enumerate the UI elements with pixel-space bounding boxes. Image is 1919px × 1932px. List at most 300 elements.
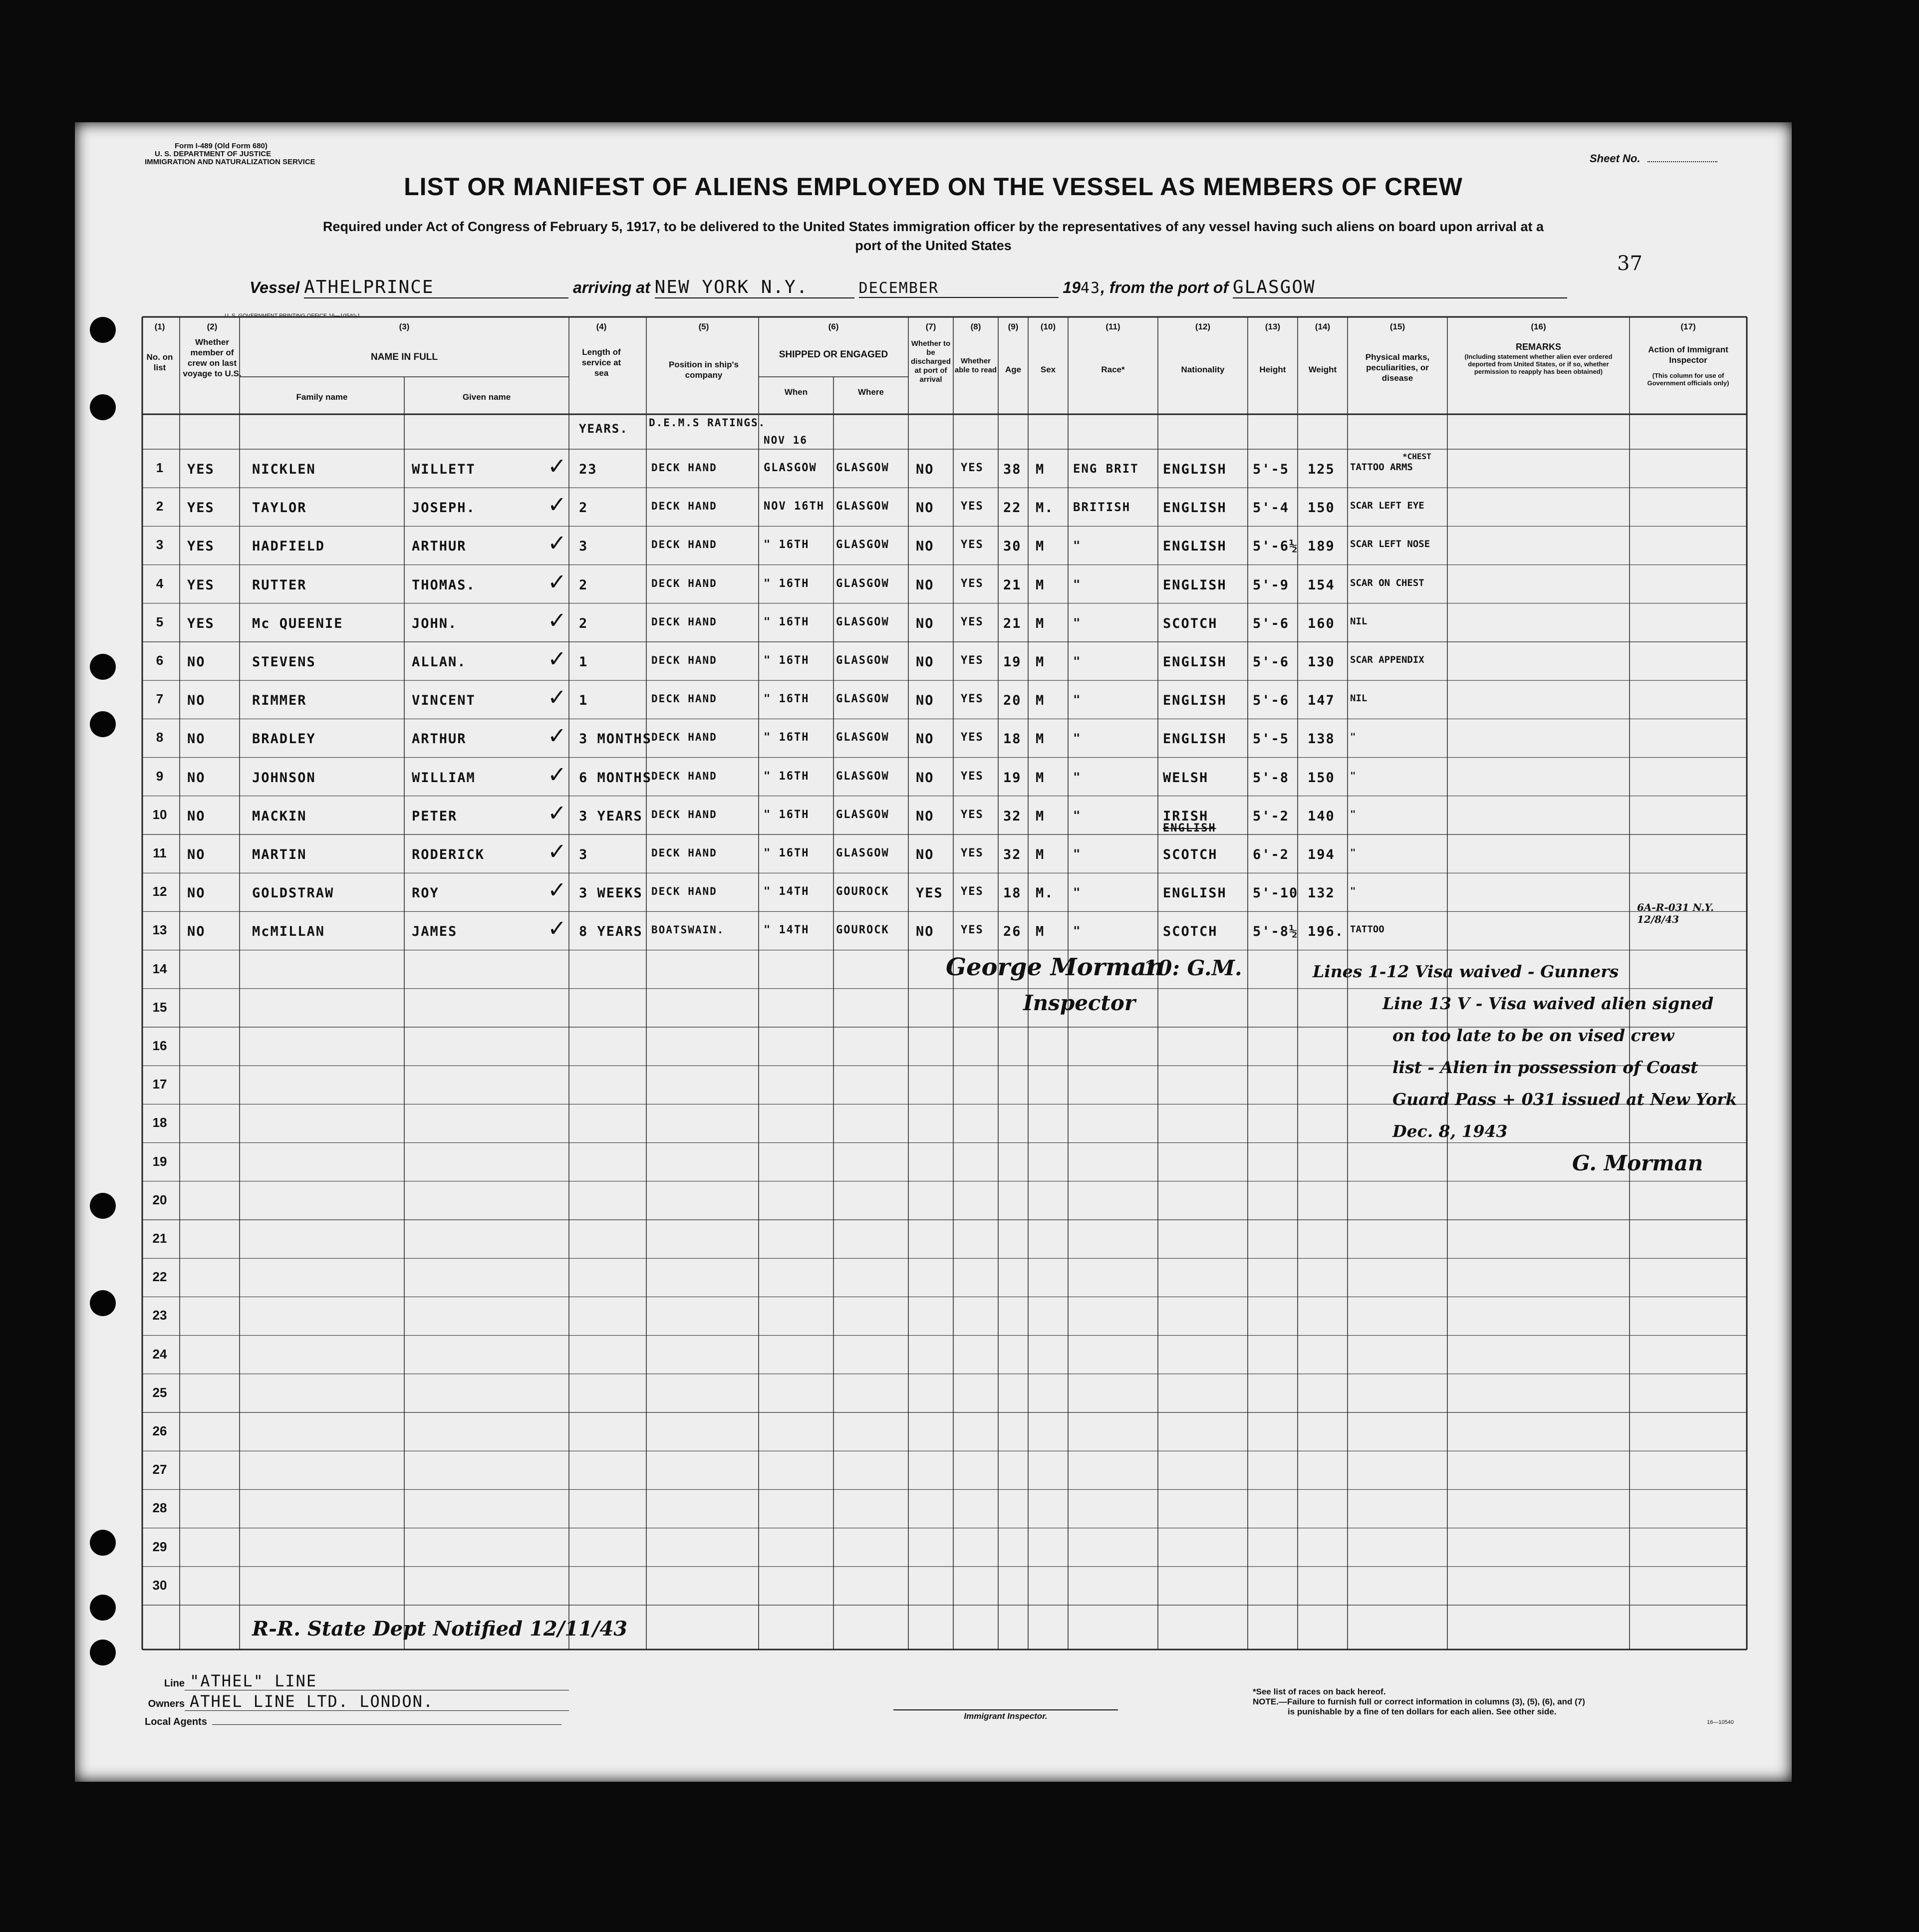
crew-weight: 160 bbox=[1308, 615, 1335, 631]
col-label-position: Position in ship's company bbox=[668, 360, 739, 380]
manifest-sheet bbox=[75, 122, 1792, 1782]
row-number: 8 bbox=[156, 730, 164, 745]
crew-prev-voyage: YES bbox=[187, 539, 215, 554]
remarks-line: on too late to be on vised crew bbox=[1392, 1026, 1674, 1045]
printing-office-note: U. S. GOVERNMENT PRINTING OFFICE 16—10540-1 bbox=[225, 313, 360, 319]
crew-race: " bbox=[1073, 731, 1082, 746]
owners-label: Owners bbox=[148, 1698, 185, 1709]
crew-race: " bbox=[1073, 693, 1082, 707]
crew-weight: 196. bbox=[1308, 924, 1345, 940]
vessel-name: ATHELPRINCE bbox=[304, 277, 568, 298]
col-label-family-name: Family name bbox=[296, 392, 348, 402]
row-number: 28 bbox=[152, 1500, 167, 1516]
crew-discharged: NO bbox=[916, 462, 934, 477]
row-number: 25 bbox=[152, 1384, 167, 1400]
crew-can-read: YES bbox=[961, 615, 984, 628]
crew-shipped-when: " 14TH bbox=[764, 924, 810, 937]
crew-nationality: ENGLISH bbox=[1163, 462, 1227, 477]
crew-physical-marks: TATTOO ARMS bbox=[1350, 462, 1413, 473]
crew-position: DECK HAND bbox=[651, 770, 717, 782]
crew-given-name: THOMAS. bbox=[412, 577, 476, 593]
crew-sex: M bbox=[1036, 924, 1045, 940]
crew-height: 5'-2 bbox=[1253, 808, 1290, 824]
col-num-4: (4) bbox=[596, 322, 607, 331]
crew-nationality-struck: ENGLISH bbox=[1163, 822, 1216, 834]
crew-prev-voyage: NO bbox=[187, 731, 206, 747]
penalty-note-1: NOTE.—Failure to furnish full or correct information in columns (3), (5), (6), and (7) bbox=[1253, 1697, 1585, 1706]
year-prefix: 19 bbox=[1063, 278, 1081, 296]
crew-family-name: GOLDSTRAW bbox=[252, 885, 334, 901]
col-label-service: Length of service at sea bbox=[581, 347, 621, 378]
crew-can-read: YES bbox=[961, 462, 984, 474]
row-number: 12 bbox=[152, 884, 167, 899]
crew-check-mark: ✓ bbox=[549, 566, 566, 596]
pre-row-when: NOV 16 bbox=[764, 434, 808, 446]
remarks-line: list - Alien in possession of Coast bbox=[1392, 1058, 1698, 1077]
crew-family-name: McMILLAN bbox=[252, 924, 325, 940]
crew-given-name: PETER bbox=[412, 808, 458, 824]
crew-check-mark: ✓ bbox=[549, 759, 566, 789]
row-number: 21 bbox=[152, 1231, 167, 1246]
form-number: Form I-489 (Old Form 680) bbox=[175, 142, 268, 150]
inspector-signature: George Morman bbox=[946, 953, 1164, 981]
state-dept-note: R-R. State Dept Notified 12/11/43 bbox=[252, 1617, 628, 1641]
crew-position: DECK HAND bbox=[651, 731, 717, 744]
crew-given-name: WILLIAM bbox=[412, 770, 476, 786]
crew-shipped-when: NOV 16TH bbox=[764, 500, 824, 513]
penalty-note-2: is punishable by a fine of ten dollars for each alien. See other side. bbox=[1288, 1707, 1557, 1716]
line-label: Line bbox=[164, 1678, 185, 1689]
departure-port: GLASGOW bbox=[1233, 277, 1567, 298]
crew-can-read: YES bbox=[961, 885, 984, 898]
crew-nationality: ENGLISH bbox=[1163, 654, 1227, 670]
col-num-6: (6) bbox=[828, 322, 839, 331]
col-label-read: Whether able to read bbox=[954, 357, 997, 374]
crew-race: " bbox=[1073, 808, 1082, 823]
row-number: 6 bbox=[156, 653, 164, 668]
crew-shipped-when: " 16TH bbox=[764, 808, 810, 821]
footer-fields bbox=[145, 1672, 569, 1731]
crew-height: 5'-6 bbox=[1253, 615, 1290, 631]
crew-position: BOATSWAIN. bbox=[651, 924, 725, 936]
col-num-5: (5) bbox=[698, 322, 709, 331]
crew-given-name: WILLETT bbox=[412, 462, 476, 477]
crew-weight: 194 bbox=[1308, 847, 1335, 862]
crew-discharged: NO bbox=[916, 924, 934, 940]
crew-shipped-when: " 16TH bbox=[764, 693, 810, 706]
crew-position: DECK HAND bbox=[651, 539, 717, 551]
crew-shipped-when: " 16TH bbox=[764, 654, 810, 667]
col-num-12: (12) bbox=[1195, 322, 1211, 331]
crew-weight: 150 bbox=[1308, 500, 1335, 516]
row-number: 18 bbox=[152, 1115, 167, 1130]
crew-discharged: YES bbox=[916, 885, 943, 901]
crew-family-name: STEVENS bbox=[252, 654, 316, 670]
crew-family-name: JOHNSON bbox=[252, 770, 316, 786]
owners-value: ATHEL LINE LTD. LONDON. bbox=[185, 1692, 569, 1711]
remarks-line: Lines 1-12 Visa waived - Gunners bbox=[1313, 962, 1619, 981]
crew-can-read: YES bbox=[961, 539, 984, 552]
crew-shipped-when: " 16TH bbox=[764, 731, 810, 744]
crew-physical-marks: " bbox=[1350, 770, 1356, 781]
crew-sex: M bbox=[1036, 462, 1045, 477]
col-label-prev-voyage: Whether member of crew on last voyage to U.S. bbox=[183, 337, 242, 378]
crew-discharged: NO bbox=[916, 808, 934, 824]
row-number: 29 bbox=[152, 1539, 167, 1554]
crew-given-name: RODERICK bbox=[412, 847, 485, 862]
crew-race: " bbox=[1073, 885, 1082, 900]
crew-given-name: JAMES bbox=[412, 924, 458, 940]
crew-height: 5'-5 bbox=[1253, 731, 1290, 747]
row-number: 3 bbox=[156, 537, 164, 552]
crew-shipped-when: " 14TH bbox=[764, 885, 810, 898]
crew-physical-marks: SCAR ON CHEST bbox=[1350, 577, 1424, 588]
col-note-remarks: (Including statement whether alien ever ordered deported from United States, or if so, whether permission to reapply has been obtained) bbox=[1464, 353, 1613, 375]
crew-nationality: ENGLISH bbox=[1163, 539, 1227, 554]
form-code: 16—10540 bbox=[1707, 1719, 1734, 1725]
row-number: 14 bbox=[152, 961, 167, 976]
col-num-15: (15) bbox=[1389, 322, 1405, 331]
crew-shipped-when: " 16TH bbox=[764, 539, 810, 552]
immigrant-inspector-line: Immigrant Inspector. bbox=[893, 1709, 1118, 1721]
crew-race: BRITISH bbox=[1073, 500, 1131, 515]
crew-height: 5'-8 bbox=[1253, 770, 1290, 786]
form-title: LIST OR MANIFEST OF ALIENS EMPLOYED ON THE VESSEL AS MEMBERS OF CREW bbox=[404, 173, 1463, 201]
crew-check-mark: ✓ bbox=[549, 451, 566, 481]
year-suffix: 43 bbox=[1081, 279, 1101, 297]
crew-sex: M bbox=[1036, 577, 1045, 593]
col-label-sex: Sex bbox=[1040, 365, 1056, 374]
local-agents-label: Local Agents bbox=[145, 1716, 207, 1727]
crew-shipped-where: GLASGOW bbox=[836, 539, 889, 552]
crew-age: 18 bbox=[1003, 731, 1022, 747]
crew-sex: M bbox=[1036, 654, 1045, 670]
crew-sex: M. bbox=[1036, 885, 1054, 901]
crew-family-name: BRADLEY bbox=[252, 731, 316, 747]
col-label-name: NAME IN FULL bbox=[370, 352, 438, 362]
crew-physical-marks-extra: *CHEST bbox=[1402, 452, 1431, 461]
crew-check-mark: ✓ bbox=[549, 836, 566, 866]
crew-race: " bbox=[1073, 924, 1082, 938]
row-number: 5 bbox=[156, 614, 164, 629]
crew-discharged: NO bbox=[916, 731, 934, 747]
crew-weight: 189 bbox=[1308, 539, 1335, 554]
crew-height: 5'-8½ bbox=[1253, 924, 1299, 940]
crew-check-mark: ✓ bbox=[549, 797, 566, 828]
crew-service-length: 2 bbox=[579, 615, 588, 631]
row-number: 1 bbox=[156, 460, 164, 475]
row-number: 2 bbox=[156, 499, 164, 514]
arriving-label: arriving at bbox=[573, 278, 650, 296]
crew-position: DECK HAND bbox=[651, 577, 717, 589]
crew-check-mark: ✓ bbox=[549, 720, 566, 751]
row-number: 26 bbox=[152, 1423, 167, 1438]
crew-check-mark: ✓ bbox=[549, 489, 566, 520]
row-number: 9 bbox=[156, 768, 164, 784]
col-num-7: (7) bbox=[925, 322, 936, 331]
crew-prev-voyage: NO bbox=[187, 924, 206, 940]
col-num-1: (1) bbox=[154, 322, 165, 331]
crew-position: DECK HAND bbox=[651, 693, 717, 705]
crew-shipped-where: GLASGOW bbox=[836, 731, 889, 744]
crew-can-read: YES bbox=[961, 924, 984, 937]
row-number: 20 bbox=[152, 1192, 167, 1207]
col-label-weight: Weight bbox=[1308, 365, 1337, 374]
crew-physical-marks: " bbox=[1350, 808, 1356, 820]
col-num-14: (14) bbox=[1315, 322, 1331, 331]
row-number: 7 bbox=[156, 691, 164, 707]
crew-height: 5'-5 bbox=[1253, 462, 1290, 477]
crew-weight: 132 bbox=[1308, 885, 1335, 901]
col-label-age: Age bbox=[1005, 365, 1022, 374]
crew-physical-marks: TATTOO bbox=[1350, 924, 1384, 935]
crew-service-length: 2 bbox=[579, 500, 588, 516]
crew-prev-voyage: NO bbox=[187, 885, 206, 901]
crew-shipped-where: GLASGOW bbox=[836, 808, 889, 821]
crew-given-name: ARTHUR bbox=[412, 539, 467, 554]
row-number: 11 bbox=[153, 845, 167, 860]
crew-position: DECK HAND bbox=[651, 500, 717, 513]
crew-family-name: MARTIN bbox=[252, 847, 307, 862]
crew-race: " bbox=[1073, 770, 1082, 784]
crew-family-name: RUTTER bbox=[252, 577, 307, 593]
crew-race: " bbox=[1073, 847, 1082, 861]
vessel-label: Vessel bbox=[250, 278, 300, 296]
crew-check-mark: ✓ bbox=[549, 528, 566, 558]
crew-age: 19 bbox=[1003, 654, 1022, 670]
crew-shipped-where: GLASGOW bbox=[836, 615, 889, 628]
crew-prev-voyage: YES bbox=[187, 615, 215, 631]
crew-race: ENG BRIT bbox=[1073, 462, 1139, 476]
crew-weight: 138 bbox=[1308, 731, 1335, 747]
inspector-time: 10: G.M. bbox=[1143, 956, 1242, 980]
crew-service-length: 3 bbox=[579, 539, 588, 554]
crew-shipped-when: GLASGOW bbox=[764, 462, 817, 474]
pre-row-position: D.E.M.S RATINGS. bbox=[649, 417, 766, 429]
crew-can-read: YES bbox=[961, 770, 984, 783]
crew-shipped-where: GOUROCK bbox=[836, 885, 889, 898]
crew-physical-marks: " bbox=[1350, 885, 1356, 897]
remarks-line: Guard Pass + 031 issued at New York bbox=[1392, 1090, 1737, 1109]
crew-service-length: 3 YEARS bbox=[579, 808, 643, 824]
crew-physical-marks: NIL bbox=[1350, 615, 1368, 627]
crew-shipped-when: " 16TH bbox=[764, 770, 810, 783]
col-label-height: Height bbox=[1259, 365, 1286, 374]
crew-nationality: IRISH bbox=[1163, 808, 1209, 824]
races-note: *See list of races on back hereof. bbox=[1253, 1687, 1386, 1696]
row-number: 27 bbox=[152, 1462, 167, 1477]
crew-nationality: ENGLISH bbox=[1163, 577, 1227, 593]
crew-discharged: NO bbox=[916, 577, 934, 593]
crew-given-name: JOSEPH. bbox=[412, 500, 476, 516]
arrival-port: NEW YORK N.Y. bbox=[655, 277, 854, 298]
row-number: 10 bbox=[152, 807, 167, 822]
col-label-discharged: Whether to be discharged at port of arrival bbox=[910, 339, 951, 384]
crew-prev-voyage: NO bbox=[187, 693, 206, 709]
crew-prev-voyage: NO bbox=[187, 654, 206, 670]
col-num-8: (8) bbox=[970, 322, 981, 331]
crew-nationality: SCOTCH bbox=[1163, 615, 1218, 631]
crew-nationality: ENGLISH bbox=[1163, 693, 1227, 709]
crew-sex: M bbox=[1036, 539, 1045, 554]
crew-given-name: ARTHUR bbox=[412, 731, 467, 747]
row-number: 15 bbox=[152, 999, 167, 1015]
crew-age: 22 bbox=[1003, 500, 1022, 516]
crew-shipped-when: " 16TH bbox=[764, 615, 810, 628]
col-num-16: (16) bbox=[1531, 322, 1546, 331]
crew-prev-voyage: YES bbox=[187, 462, 215, 477]
footer-notes bbox=[1253, 1687, 1585, 1717]
crew-family-name: MACKIN bbox=[252, 808, 307, 824]
col-label-given-name: Given name bbox=[462, 392, 511, 402]
col-label-when: When bbox=[784, 387, 808, 397]
crew-shipped-when: " 16TH bbox=[764, 847, 810, 859]
crew-prev-voyage: NO bbox=[187, 808, 206, 824]
crew-physical-marks: " bbox=[1350, 847, 1356, 858]
crew-family-name: TAYLOR bbox=[252, 500, 307, 516]
line-value: "ATHEL" LINE bbox=[185, 1672, 569, 1690]
crew-can-read: YES bbox=[961, 693, 984, 706]
crew-can-read: YES bbox=[961, 731, 984, 744]
crew-age: 30 bbox=[1003, 539, 1022, 554]
department-name: U. S. DEPARTMENT OF JUSTICE bbox=[155, 150, 272, 158]
crew-nationality: ENGLISH bbox=[1163, 885, 1227, 901]
col-label-race: Race* bbox=[1101, 365, 1125, 374]
crew-nationality: SCOTCH bbox=[1163, 847, 1218, 862]
crew-service-length: 23 bbox=[579, 462, 597, 477]
crew-sex: M bbox=[1036, 693, 1045, 709]
crew-nationality: ENGLISH bbox=[1163, 731, 1227, 747]
vessel-line: Vessel ATHELPRINCE arriving at NEW YORK N.Y. DECEMBER 1943, from the port of GLASGOW bbox=[250, 277, 1567, 298]
crew-service-length: 1 bbox=[579, 654, 588, 670]
crew-shipped-where: GLASGOW bbox=[836, 847, 889, 859]
crew-sex: M. bbox=[1036, 500, 1054, 516]
sheet-number-label: Sheet No. bbox=[1590, 152, 1641, 165]
crew-height: 5'-6 bbox=[1253, 654, 1290, 670]
crew-discharged: NO bbox=[916, 770, 934, 786]
crew-service-length: 6 MONTHS bbox=[579, 770, 652, 786]
crew-can-read: YES bbox=[961, 500, 984, 513]
crew-age: 32 bbox=[1003, 847, 1022, 862]
crew-prev-voyage: NO bbox=[187, 847, 206, 862]
crew-family-name: Mc QUEENIE bbox=[252, 615, 343, 631]
crew-age: 18 bbox=[1003, 885, 1022, 901]
from-port-label: from the port of bbox=[1109, 278, 1229, 296]
col-num-13: (13) bbox=[1265, 322, 1281, 331]
page-number: 37 bbox=[1617, 252, 1643, 275]
row-number: 4 bbox=[156, 575, 164, 591]
crew-shipped-where: GLASGOW bbox=[836, 770, 889, 783]
col-label-action: Action of Immigrant Inspector bbox=[1648, 345, 1728, 365]
crew-sex: M bbox=[1036, 847, 1045, 862]
crew-height: 5'-10 bbox=[1253, 885, 1299, 901]
pre-row-service: YEARS. bbox=[579, 422, 628, 436]
crew-position: DECK HAND bbox=[651, 615, 717, 628]
crew-can-read: YES bbox=[961, 847, 984, 859]
crew-service-length: 3 MONTHS bbox=[579, 731, 652, 747]
crew-discharged: NO bbox=[916, 615, 934, 631]
crew-family-name: RIMMER bbox=[252, 693, 307, 709]
col-label-no-on-list: No. on list bbox=[146, 352, 173, 372]
col-label-shipped: SHIPPED OR ENGAGED bbox=[779, 349, 888, 360]
crew-nationality: SCOTCH bbox=[1163, 924, 1218, 940]
crew-sex: M bbox=[1036, 808, 1045, 824]
crew-service-length: 8 YEARS bbox=[579, 924, 643, 940]
crew-family-name: NICKLEN bbox=[252, 462, 316, 477]
crew-given-name: JOHN. bbox=[412, 615, 458, 631]
crew-height: 5'-9 bbox=[1253, 577, 1290, 593]
col-label-remarks: REMARKS bbox=[1515, 342, 1561, 352]
crew-physical-marks: SCAR APPENDIX bbox=[1350, 654, 1424, 665]
col-label-nationality: Nationality bbox=[1181, 365, 1225, 374]
crew-race: " bbox=[1073, 615, 1082, 630]
row-number: 22 bbox=[152, 1269, 167, 1285]
crew-inspector-action: 6A-R-031 N.Y. 12/8/43 bbox=[1637, 901, 1714, 926]
crew-age: 21 bbox=[1003, 615, 1022, 631]
col-label-where: Where bbox=[858, 387, 884, 397]
crew-position: DECK HAND bbox=[651, 654, 717, 666]
col-num-3: (3) bbox=[399, 322, 410, 331]
crew-physical-marks: SCAR LEFT NOSE bbox=[1350, 539, 1430, 550]
row-number: 24 bbox=[152, 1346, 167, 1362]
crew-check-mark: ✓ bbox=[549, 913, 566, 943]
col-num-17: (17) bbox=[1680, 322, 1696, 331]
crew-discharged: NO bbox=[916, 693, 934, 709]
row-number: 23 bbox=[152, 1308, 167, 1323]
crew-nationality: WELSH bbox=[1163, 770, 1209, 786]
crew-weight: 125 bbox=[1308, 462, 1335, 477]
col-label-marks: Physical marks, peculiarities, or disease bbox=[1365, 352, 1430, 383]
crew-prev-voyage: NO bbox=[187, 770, 206, 786]
remarks-annotation bbox=[1313, 956, 1737, 1179]
subtitle-line-2: port of the United States bbox=[855, 238, 1012, 253]
row-number: 17 bbox=[152, 1077, 167, 1092]
row-number: 13 bbox=[152, 922, 167, 938]
crew-age: 26 bbox=[1003, 924, 1022, 940]
crew-service-length: 3 WEEKS bbox=[579, 885, 643, 901]
crew-shipped-where: GLASGOW bbox=[836, 462, 889, 474]
remarks-line: Line 13 V - Visa waived alien signed bbox=[1382, 994, 1714, 1013]
crew-discharged: NO bbox=[916, 654, 934, 670]
crew-height: 5'-6 bbox=[1253, 693, 1290, 709]
remarks-signature: G. Morman bbox=[1572, 1151, 1703, 1175]
crew-can-read: YES bbox=[961, 808, 984, 821]
col-note-action: (This column for use of Government officials only) bbox=[1647, 372, 1729, 387]
row-number: 30 bbox=[152, 1577, 167, 1593]
crew-height: 6'-2 bbox=[1253, 847, 1290, 862]
crew-given-name: ALLAN. bbox=[412, 654, 467, 670]
crew-family-name: HADFIELD bbox=[252, 539, 325, 554]
crew-check-mark: ✓ bbox=[549, 682, 566, 712]
crew-physical-marks: " bbox=[1350, 731, 1356, 743]
crew-service-length: 1 bbox=[579, 693, 588, 709]
crew-shipped-where: GLASGOW bbox=[836, 577, 889, 590]
crew-weight: 154 bbox=[1308, 577, 1335, 593]
crew-weight: 147 bbox=[1308, 693, 1335, 709]
crew-position: DECK HAND bbox=[651, 808, 717, 821]
crew-weight: 150 bbox=[1308, 770, 1335, 786]
inspector-title: Inspector bbox=[1023, 991, 1136, 1015]
crew-position: DECK HAND bbox=[651, 847, 717, 859]
crew-age: 21 bbox=[1003, 577, 1022, 593]
crew-sex: M bbox=[1036, 615, 1045, 631]
crew-sex: M bbox=[1036, 770, 1045, 786]
crew-shipped-where: GOUROCK bbox=[836, 924, 889, 937]
col-num-2: (2) bbox=[207, 322, 218, 331]
crew-height: 5'-6½ bbox=[1253, 539, 1299, 554]
row-number: 16 bbox=[152, 1038, 167, 1053]
col-num-10: (10) bbox=[1040, 322, 1056, 331]
